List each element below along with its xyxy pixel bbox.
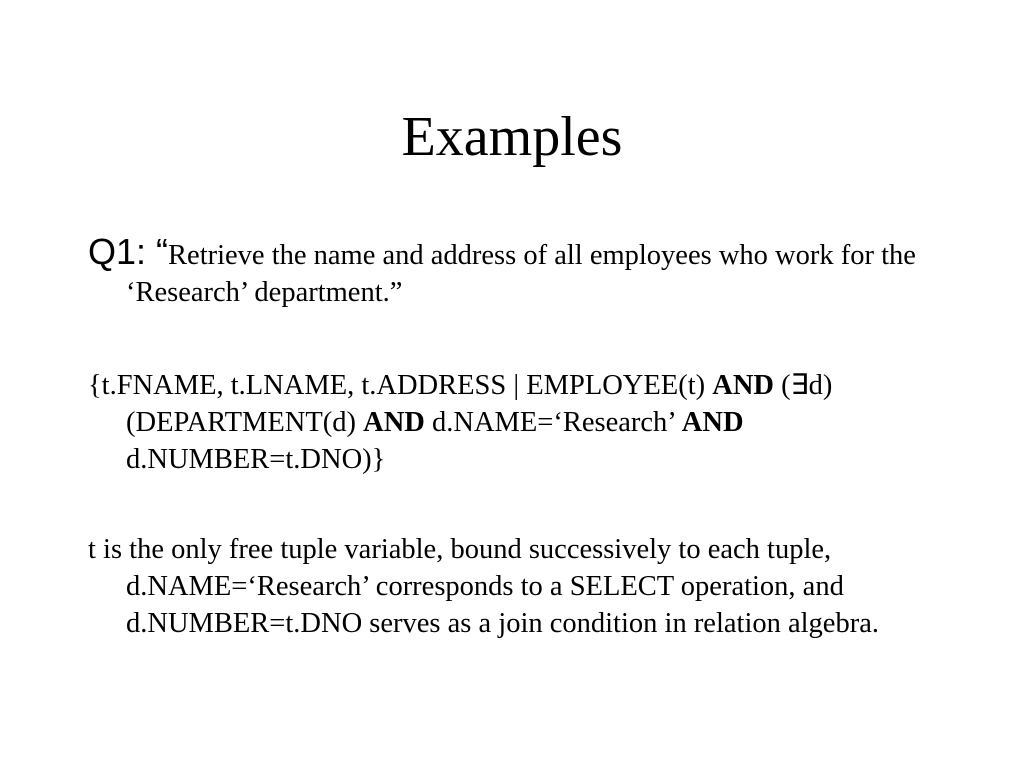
q1-open-quote: “ <box>156 231 169 272</box>
query-part-1: {t.FNAME, t.LNAME, t.ADDRESS | EMPLOYEE(t) <box>88 370 713 401</box>
explanation-paragraph: t is the only free tuple variable, bound successively to each tuple, d.NAME=‘Research’ corresponds to a SELECT operation, and d.NUMBER=t.DNO serves as a join condition in relation algebra. <box>88 534 879 639</box>
q1-label <box>88 231 168 272</box>
slide-title: Examples <box>401 106 623 168</box>
q1-label-text: Q1: <box>88 231 157 272</box>
tuple-calculus-query <box>88 367 986 478</box>
query-part-3: d.NAME=‘Research’ <box>424 407 682 438</box>
query-and-3: AND <box>681 407 744 438</box>
query-and-1: AND <box>712 370 774 401</box>
q1-paragraph <box>88 233 986 311</box>
q1-text: Retrieve the name and address of all employees who work for the ‘Research’ department.” <box>126 240 916 308</box>
query-and-2: AND <box>363 407 425 438</box>
query-part-4: d.NUMBER=t.DNO)} <box>126 444 386 475</box>
query-part-2: (∃d)(DEPARTMENT(d) <box>126 370 833 438</box>
